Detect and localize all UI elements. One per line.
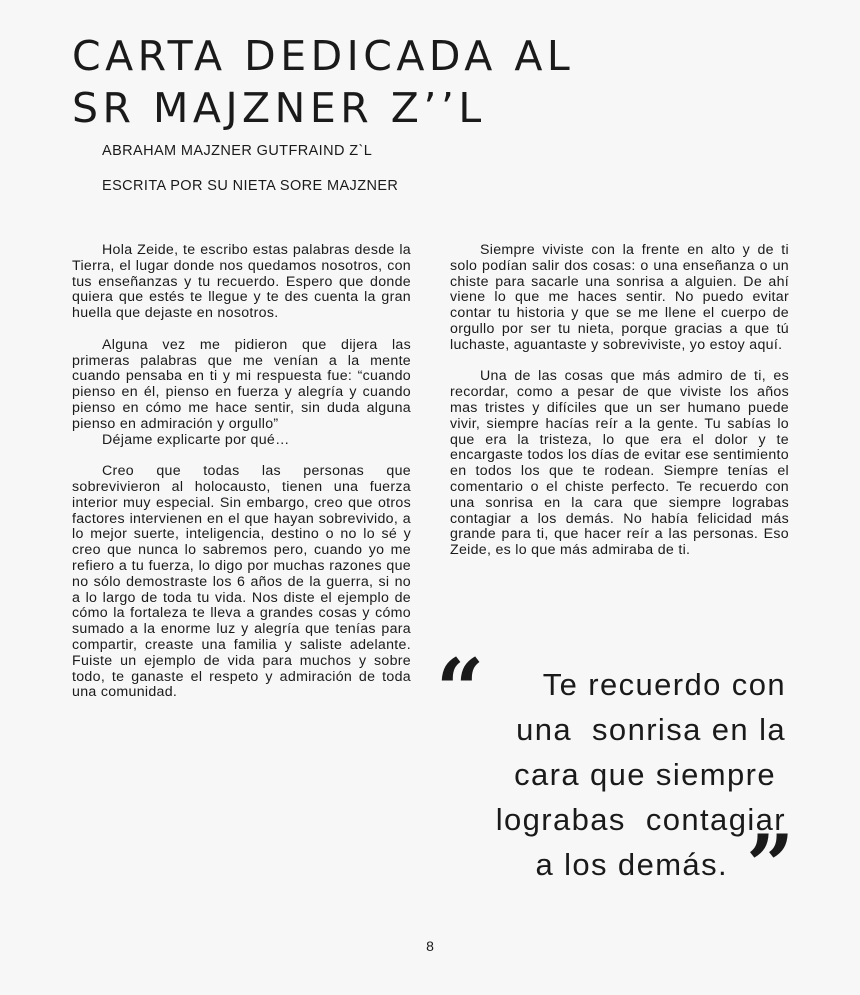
subtitle-name: ABRAHAM MAJZNER GUTFRAIND Z`L bbox=[102, 143, 373, 159]
right-column bbox=[450, 243, 789, 575]
left-column bbox=[72, 243, 411, 717]
page-number: 8 bbox=[426, 938, 434, 954]
subtitle-author: ESCRITA POR SU NIETA SORE MAJZNER bbox=[102, 178, 399, 194]
pull-quote-line: a los demás. bbox=[535, 847, 728, 882]
paragraph: Alguna vez me pidieron que dijera las primeras palabras que me venían a la mente cuando pensaba en ti y mi respuesta fue: “cuando pienso en él, pienso en fuerza y alegría y cuando pienso en cómo me hace sentir, sin duda alguna pienso en admiración y orgullo” bbox=[72, 336, 411, 432]
pull-quote-line: una sonrisa en la bbox=[516, 712, 786, 747]
paragraph: Creo que todas las personas que sobrevivieron al holocausto, tienen una fuerza interior muy especial. Sin embargo, creo que otros factores intervienen en el que hayan sobrevivido, a lo mejor suerte, inteligencia, destino o no lo sé y creo que nunca lo sabremos pero, cuando yo me refiero a tu fuerza, lo digo por muchas razones que no sólo demostraste los 6 años de la guerra, si no a lo largo de toda tu vida. Nos diste el ejemplo de cómo la fortaleza te lleva a grandes cosas y cómo sumado a la enorme luz y alegría que tenías para compartir, creaste una familia y saliste adelante. Fuiste un ejemplo de vida para muchos y sobre todo, te ganaste el respeto y admiración de toda una comunidad. bbox=[72, 463, 411, 701]
pull-quote bbox=[436, 640, 796, 915]
paragraph: Déjame explicarte por qué… bbox=[102, 431, 290, 448]
title-line-2: SR MAJZNER Z’’L bbox=[72, 84, 486, 132]
pull-quote-text bbox=[456, 662, 786, 887]
paragraph: Hola Zeide, te escribo estas palabras desde la Tierra, el lugar donde nos quedamos nosotros, con tus enseñanzas y tu recuerdo. Espero que donde quiera que estés te llegue y te des cuenta la gran huella que dejaste en nosotros. bbox=[72, 242, 411, 322]
title-line-1: CARTA DEDICADA AL bbox=[72, 32, 575, 80]
paragraph: Una de las cosas que más admiro de ti, es recordar, como a pesar de que viviste los años mas tristes y difíciles que un ser humano puede vivir, siempre hacías reír a la gente. Tu sabías lo que era la tristeza, lo que era el dolor y te encargaste todos los días de evitar ese sentimiento en todos los que te rodean. Siempre tenías el comentario o el chiste perfecto. Te recuerdo con una sonrisa en la cara que siempre lograbas contagiar a los demás. No había felicidad más grande para ti, que hacer reír a las personas. Eso Zeide, es lo que más admiraba de ti. bbox=[450, 368, 789, 559]
pull-quote-line: cara que siempre bbox=[514, 757, 786, 792]
paragraph: Siempre viviste con la frente en alto y de ti solo podían salir dos cosas: o una enseñanza o un chiste para sacarle una sonrisa a alguien. De ahí viene lo que me haces sentir. No puedo evitar contar tu historia y que se me llene el cuerpo de orgullo por ser tu nieta, porque gracias a que tú luchaste, aguantaste y sobreviviste, yo estoy aquí. bbox=[450, 242, 789, 353]
pull-quote-line: Te recuerdo con bbox=[542, 667, 786, 702]
page-title bbox=[72, 30, 692, 134]
close-quote-icon: ” bbox=[746, 816, 795, 915]
pull-quote-line: lograbas contagiar bbox=[495, 802, 786, 837]
open-quote-icon: “ bbox=[436, 640, 485, 739]
